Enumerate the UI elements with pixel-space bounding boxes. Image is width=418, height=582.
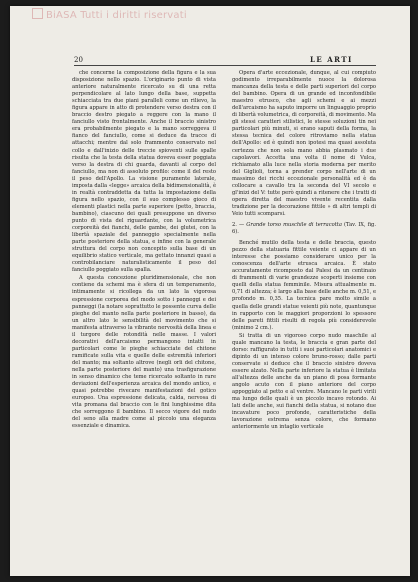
header-rule	[74, 65, 376, 66]
paragraph: Opera d'arte eccezionale, dunque, al cui compiuto godimento irreparabilmente nuoce la dolorosa mancanza della testa e delle parti superiori del corpo del bambino. Opera di un grande ed inconfondibile maestro etrusco, che agli schemi e ai mezzi dell'arcaismo ha saputo imporre un linguaggio proprio di libertà volumetrica, di corporeità, di movimento. Ma gli stessi caratteri stilistici, le stesse soluzioni tin nei particolari più minuti, si erano saputi della forma, la stessa tecnica del colore ritroviamo nella statua dell'Apollo: ed è quindi non ipotesi ma quasi assoluta certezza che non sola mano abbia plasmato i due capolavori. Accetta una volta il nome di Vulca, richiamato alla luce nella storia moderna per merito del Giglioli, torna a prender corpo nell'arte di un massimo dei ricchi eccezionale personalità ed è da collocare a cavallo tra la seconda del VI secolo e gl'inizi del V: tutte però quindi a ritenere che i tratti di opera diretta del maestro vivente recentita dalla tradizione per la decorazione fittile » di altri templi di Veio tutti scomparsi.	[232, 70, 376, 217]
caption-title: Grande torso muschile di terracotta	[246, 221, 342, 228]
library-logo-icon	[32, 8, 43, 19]
caption-number: 2.	[232, 221, 237, 228]
paragraph: Benché mutilo della testa e delle braccia, questo pezzo della statuaria fittile veiente ci appare di un interesse che possiamo considerare unico per la conoscenza dell'arte etrusca arcaica. È stato accuratamente ricomposto dal Palesi da un centinaio di frammenti di varie grandezze scoperti insieme con quelli della statua femminile. Misura attualmente m. 0,71 di altezza; è largo alla base delle anche m. 0,51, e profondo m. 0,35. La tecnica pare molto simile a quella delle grandi statue veienti più note, quantunque in rapporto con le maggiori proporzioni lo spessore delle pareti fittili risulti di regola più considerevole (minimo 2 cm.).	[232, 240, 376, 331]
paragraph: Si tratta di un vigoroso corpo nudo maschile al quale mancano la testa, le braccia e gran parte del dorso: raffigurato in tutti i suoi particolari anatomici e dipinto di un intenso colore bruno-rosso; dalle parti conservate si deduce che il braccio sinistro doveva essere alzato. Nella parte inferiore la statua è limitata all'altezza delle anche da un piano di posa formante angolo acuto con il piano anteriore del corpo appoggiato al petto e al ventre. Mancano le parti virili ma lungo delle quali è un piccolo incavo rotondo. Ai lati delle anche, sui fianchi della statua, si notano due incavature poco profonde, caratteristiche della lavorazione estrema senza colore, che formano anteriormente un intaglio verticale	[232, 332, 376, 431]
document-page	[10, 6, 410, 576]
running-title: LE ARTI	[310, 55, 353, 64]
right-column	[232, 70, 376, 431]
caption-ref: (Tav. IX, fig. 6).	[232, 221, 376, 236]
page-number: 20	[74, 56, 83, 64]
section-caption: 2. — Grande torso muschile di terracotta (Tav. IX, fig. 6).	[232, 221, 376, 236]
watermark: BiASA Tutti i diritti riservati	[32, 8, 187, 21]
left-column	[72, 70, 216, 430]
paragraph: A questa concezione pluridimensionale, che non contiene da schemi ma è sfera di un temperamento, intimamente si ricollega da un lato la vigorosa espressione corporea del modo sotto i panneggi e dei panneggi (la notare soprattutto le possente curva delle pieghe del manto nella parte posteriore in basso), da un altro lato le sensibilità del movimento che si manifesta attraverso la vibrante nervosità della linea e il turgore delle rotondità nelle masse. I valori decorativi dell'arcaismo permangono intatti in particolari come le pieghe schiacciate del chitone ramificate sulla vita e quelle delle estremità inferiori del manto; ma soltanto altrove (negli orli del chitone, nella parte posteriore del manto) una trasfigurazione in senso dinamico che teme ricercato soltanto in rare deviazioni dell'esperienza arcaica del mondo antico, e quasi potrebbe rivecare manifestazioni del gotico europeo. Una espressione delicata, calda, nervosa di vita promana dal braccio con le fini lunghissime dita che sorreggono il bambino. Il secco vigore del nudo del seno alla madre come al piccolo una eleganza essenziale e dinamica.	[72, 275, 216, 430]
paragraph: che concerne la composizione della figura e la sua disposizione nello spazio. L'originario punto di vista anteriore naturalmente ricercato su di una retta perpendicolare al lato lungo della base, suppetta schiacciata tra due piani paralleli come un rilievo, la figura appare in atto di protendere verso destra con il braccio destro piegato a reggere con la mano il fanciullo visto frontalmente. Anche il braccio sinistro era probabilmente piegato e la mano sorreggeva il fianco del fanciullo, come si deduce da tracce di attacchi; mentre dal solo frammento conservato nel collo e dall'inizio delle treccie spioventi sulle spalle risulta che la testa della statua doveva esser poggiata verso la destra di chi guarda, davanti al corpo del fanciullo, ma non di assoluto profilo: come il del resto il peso dell'Apollo. La visione puramente laterale, imposta dalla «legge» arcaica della bidimensionalità, è in realtà contraddetta da tutta la impostazione della figura nello spazio, con il suo complesso gioco di elementi plastici nella parte superiore (petto, braccia, bambino), ciascuno dei quali presuppone un diverso punto di vista del riguardante, con la volumetrica corporeità dei fianchi, delle gambe, dei glutei, con la libertà spaziale del panneggio specialmente nella parte posteriore della statua, e infine con la generale struttura del corpo non concepito sulla base di un equilibrio statico verticale, ma gettato innanzi quasi a controbilanciare naturalisticamente il peso del fanciullo poggiato sulla spalla.	[72, 70, 216, 274]
